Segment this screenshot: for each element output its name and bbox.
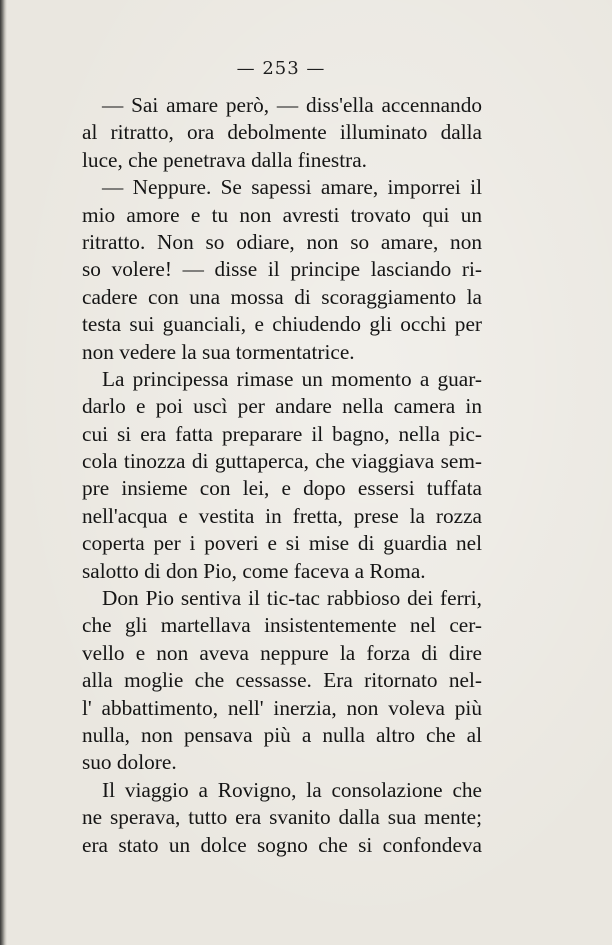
text-line: non vedere la sua tormentatrice. <box>82 339 355 364</box>
text-line: cola tinozza di guttaperca, che viaggiava sem- <box>82 449 482 474</box>
paragraph <box>82 366 482 585</box>
text-line: ritratto. Non so odiare, non so amare, non <box>82 229 482 254</box>
text-line: mio amore e tu non avresti trovato qui un <box>82 202 482 227</box>
text-line: darlo e poi uscì per andare nella camera in <box>82 394 482 419</box>
text-line: Il viaggio a Rovigno, la consolazione che <box>102 777 482 802</box>
text-line: Don Pio sentiva il tic-tac rabbioso dei ferri, <box>102 586 482 611</box>
text-line: nell'acqua e vestita in fretta, prese la rozza <box>82 503 482 528</box>
paragraph <box>82 174 482 366</box>
paragraph <box>82 777 482 859</box>
text-line: suo dolore. <box>82 750 177 775</box>
text-line: — Neppure. Se sapessi amare, imporrei il <box>102 175 482 200</box>
body-text <box>82 92 482 859</box>
page-spine-edge <box>0 0 7 945</box>
text-line: pre insieme con lei, e dopo essersi tuffata <box>82 476 482 501</box>
text-line: vello e non aveva neppure la forza di dire <box>82 640 482 665</box>
text-line: nulla, non pensava più a nulla altro che al <box>82 722 482 747</box>
text-line: cadere con una mossa di scoraggiamento la <box>82 284 482 309</box>
text-line: testa sui guanciali, e chiudendo gli occhi per <box>82 312 482 337</box>
text-line: La principessa rimase un momento a guar- <box>102 366 482 391</box>
text-line: l' abbattimento, nell' inerzia, non voleva più <box>82 695 482 720</box>
page-number: — 253 — <box>236 58 326 79</box>
paragraph <box>82 585 482 777</box>
text-line: coperta per i poveri e si mise di guardia nel <box>82 531 482 556</box>
paragraph <box>82 92 482 174</box>
text-line: alla moglie che cessasse. Era ritornato nel- <box>82 668 482 693</box>
text-line: che gli martellava insistentemente nel cer- <box>82 613 482 638</box>
text-line: so volere! — disse il principe lasciando ri- <box>82 257 482 282</box>
text-line: al ritratto, ora debolmente illuminato dalla <box>82 120 482 145</box>
text-line: salotto di don Pio, come faceva a Roma. <box>82 558 426 583</box>
text-line: era stato un dolce sogno che si confondeva <box>82 832 482 857</box>
text-line: luce, che penetrava dalla finestra. <box>82 147 367 172</box>
text-line: ne sperava, tutto era svanito dalla sua mente; <box>82 805 482 830</box>
text-line: cui si era fatta preparare il bagno, nella pic- <box>82 421 482 446</box>
text-line: — Sai amare però, — diss'ella accennando <box>102 93 482 117</box>
